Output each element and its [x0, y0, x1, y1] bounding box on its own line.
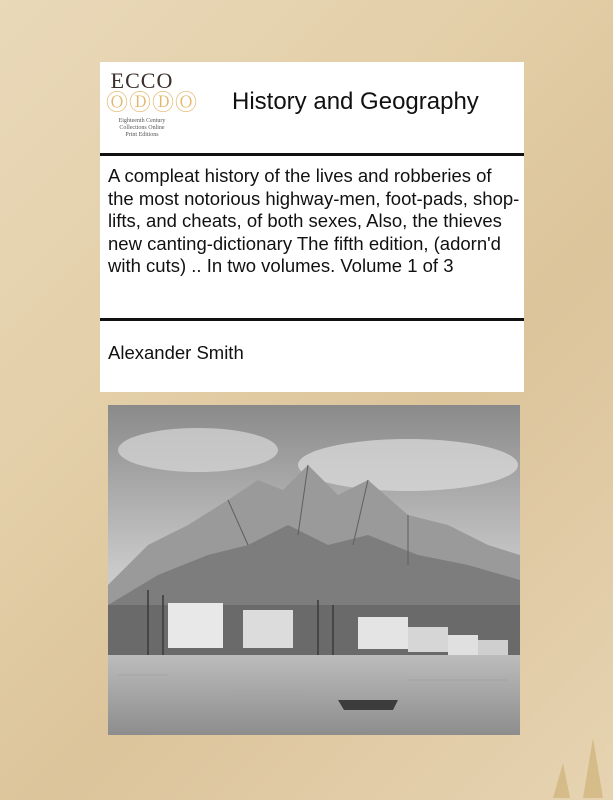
logo-mark: ECCO: [110, 68, 174, 93]
watermark-logo-icon: [508, 698, 608, 798]
engraving-image: [108, 405, 520, 735]
logo-caption-line: Eighteenth Century: [118, 118, 166, 124]
series-title: History and Geography: [232, 88, 479, 115]
logo-caption: [106, 118, 178, 139]
logo-caption-line: Print Editions: [125, 132, 159, 138]
logo-mark-reflection: ⓄⒹⒹⓄ: [106, 90, 199, 115]
divider-rule: [100, 318, 524, 321]
divider-rule: [100, 153, 524, 156]
ecco-logo: [106, 66, 199, 150]
book-title: A compleat history of the lives and robberies of the most notorious highway-men, foot-pads, shop-lifts, and cheats, of both sexes, Also, the thieves new canting-dictionary The fifth edition, (adorn'd with cuts) .. In two volumes. Volume 1 of 3: [108, 165, 520, 276]
cover-illustration: [108, 405, 520, 735]
author-name: Alexander Smith: [108, 342, 244, 363]
logo-caption-line: Collections Online: [119, 125, 165, 131]
